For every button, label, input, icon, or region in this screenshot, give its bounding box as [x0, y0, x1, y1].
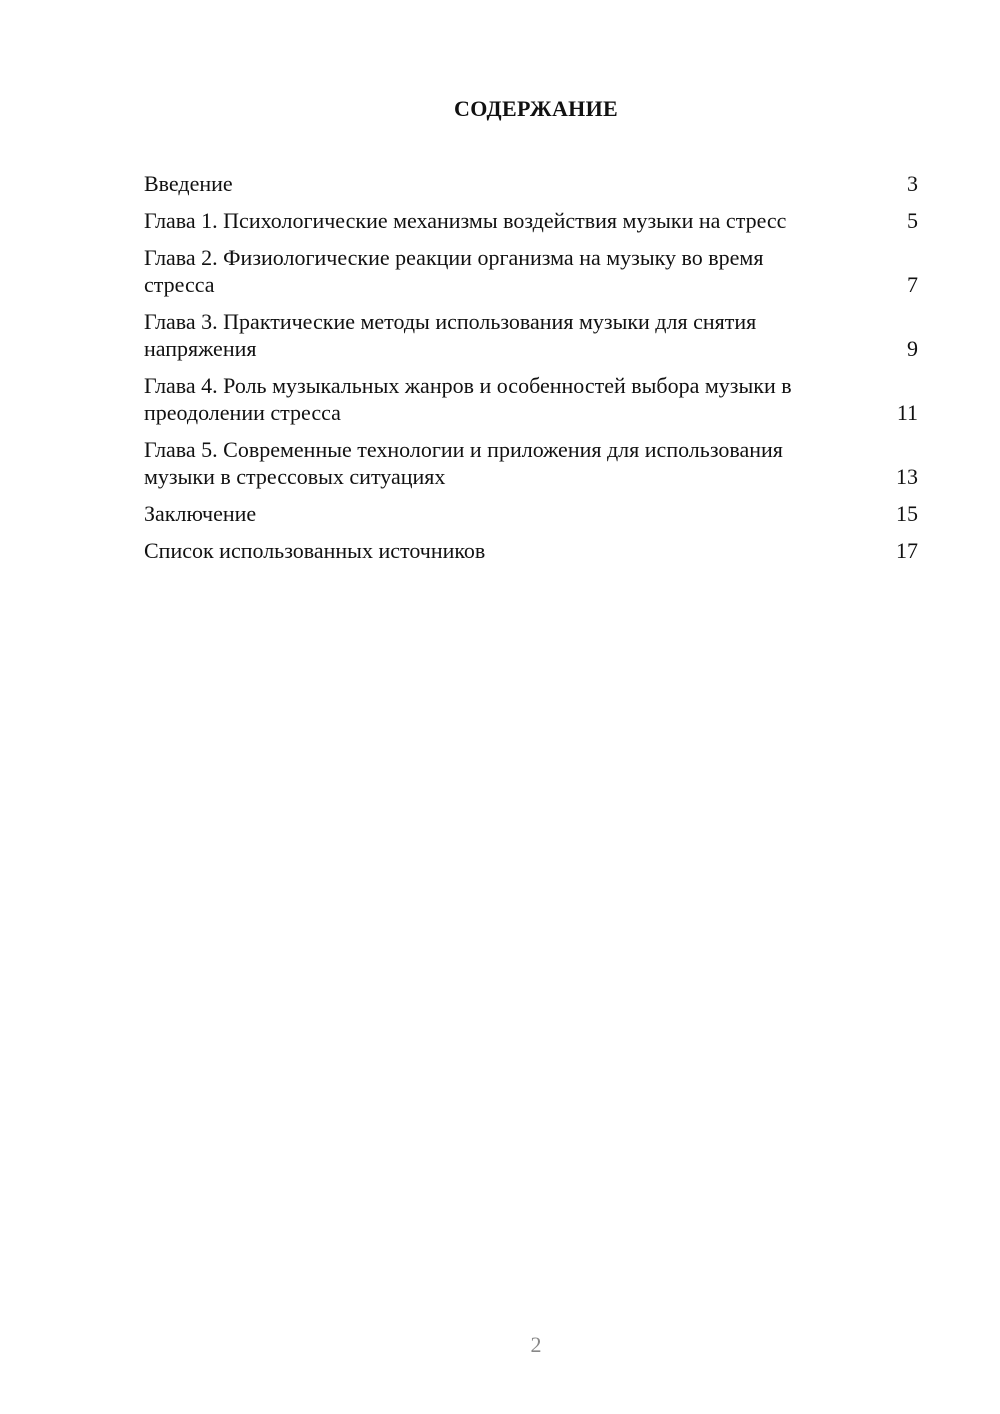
toc-entry-chapter-3[interactable]	[144, 308, 918, 362]
toc-entry-page: 17	[896, 538, 918, 563]
toc-entry-label: Глава 4. Роль музыкальных жанров и особенностей выбора музыки в преодолении стресса	[144, 373, 792, 425]
toc-entry-label: Заключение	[144, 501, 257, 526]
toc-entry-chapter-4[interactable]	[144, 372, 918, 426]
toc-entry-references[interactable]	[144, 537, 918, 564]
toc-entry-chapter-1[interactable]	[144, 207, 918, 234]
toc-entry-page: 11	[896, 400, 918, 425]
toc-entry-page: 3	[907, 171, 918, 196]
table-of-contents	[144, 170, 918, 574]
toc-entry-page: 9	[907, 336, 918, 361]
toc-entry-label: Глава 5. Современные технологии и приложения для использования музыки в стрессовых ситуациях	[144, 437, 783, 489]
toc-entry-page: 7	[907, 272, 918, 297]
toc-entry-chapter-2[interactable]	[144, 244, 918, 298]
toc-entry-label: Глава 1. Психологические механизмы воздействия музыки на стресс	[144, 208, 787, 233]
toc-entry-label: Введение	[144, 171, 233, 196]
toc-entry-label: Список использованных источников	[144, 538, 486, 563]
page-number: 2	[530, 1332, 542, 1357]
toc-entry-introduction[interactable]	[144, 170, 918, 197]
toc-entry-page: 5	[907, 208, 918, 233]
toc-entry-label: Глава 2. Физиологические реакции организма на музыку во время стресса	[144, 245, 764, 297]
toc-entry-label: Глава 3. Практические методы использования музыки для снятия напряжения	[144, 309, 757, 361]
toc-entry-conclusion[interactable]	[144, 500, 918, 527]
toc-entry-page: 13	[896, 464, 918, 489]
toc-entry-chapter-5[interactable]	[144, 436, 918, 490]
toc-entry-page: 15	[896, 501, 918, 526]
page-title: СОДЕРЖАНИЕ	[454, 96, 618, 121]
